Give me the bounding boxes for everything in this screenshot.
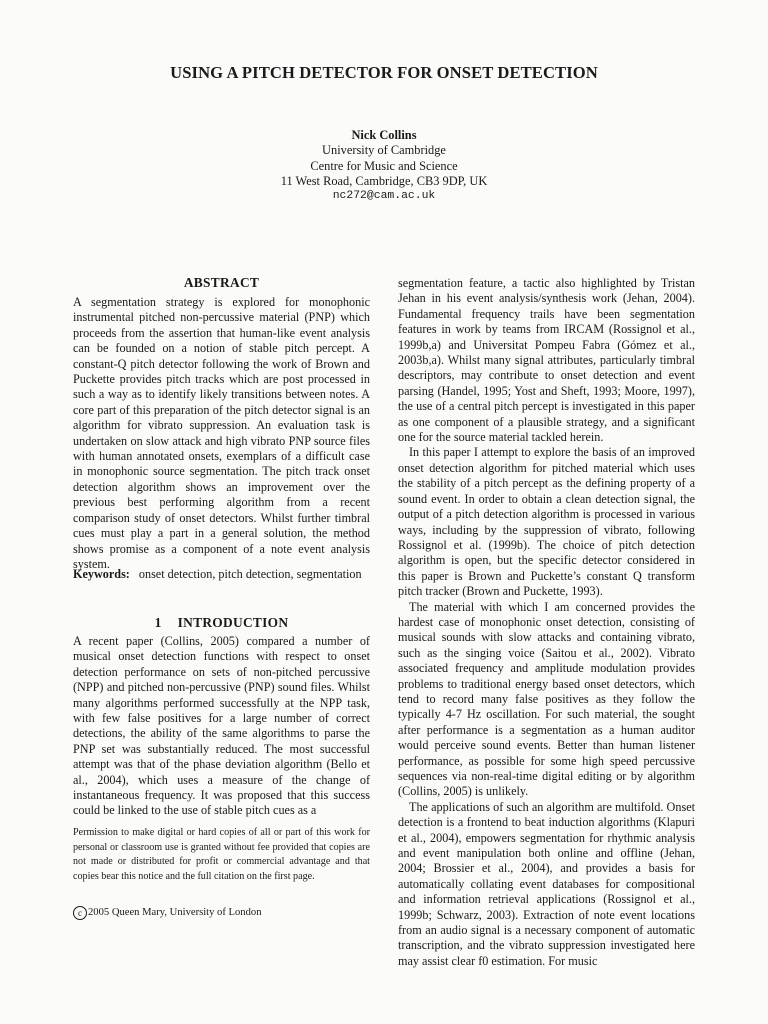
right-paragraph-2: In this paper I attempt to explore the basis of an improved onset detection algorithm for pitched material which uses the stability of a pitch percept as the defining property of a sound event. In order to obtain a clean detection signal, the output of a pitch detection algorithm is processed in various ways, including by the suppression of vibrato, following Rossignol et al. (1999b). The choice of pitch detection algorithm is open, but the specific detector considered in this paper is Brown and Puckette’s constant Q transform pitch tracker (Brown and Puckette, 1993). [398, 445, 695, 599]
copyright-icon: c [73, 906, 87, 920]
author-name: Nick Collins [351, 128, 417, 142]
author-centre: Centre for Music and Science [310, 158, 458, 173]
author-email[interactable]: nc272@cam.ac.uk [332, 190, 436, 203]
abstract-paragraph: A segmentation strategy is explored for monophonic instrumental pitched non-percussive material (PNP) which proceeds from the assertion that human-like event analysis can be founded on a notion of stable pitch percept. A constant-Q pitch detector following the work of Brown and Puckette provides pitch tracks which are post processed in such a way as to identify likely transitions between notes. A core part of this preparation of the pitch detector signal is an algorithm for vibrato suppression. An evaluation task is undertaken on slow attack and high vibrato PNP source files with human annotated onsets, exemplars of a difficult case in monophonic source segmentation. The pitch track onset detection algorithm shows an improvement over the previous best performing algorithm from a recent comparison study of onset detectors. Whilst further timbral cues must play a part in a general solution, the method shows promise as a component of a note event analysis system. [73, 295, 370, 571]
permission-notice: Permission to make digital or hard copies of all or part of this work for personal or classroom use is granted without fee provided that copies are not made or distributed for profit or commercial advantage and that copies bear this notice and the full citation on the first page. [73, 827, 370, 883]
abstract-heading: ABSTRACT [183, 275, 260, 290]
section-title: INTRODUCTION [177, 615, 289, 630]
right-paragraph-1: segmentation feature, a tactic also highlighted by Tristan Jehan in his event analysis/synthesis work (Jehan, 2004). Fundamental frequency trails have been segmentation features in work by teams from IRCAM (Rossignol et al., 1999b,a) and Universitat Pompeu Fabra (Gómez et al., 2003b,a). Whilst many signal attributes, particularly timbral descriptors, may contribute to onset detection and event parsing (Handel, 1995; Yost and Sheft, 1993; Moore, 1997), the use of a central pitch percept is investigated in this paper as one component of a plausible strategy, and a significant one for the source material tackled herein. [398, 276, 695, 445]
keywords-text: onset detection, pitch detection, segmentation [138, 567, 362, 581]
abstract-body [73, 295, 370, 572]
keywords-label: Keywords: [73, 567, 130, 581]
section-number: 1 [154, 615, 162, 630]
paper-title: USING A PITCH DETECTOR FOR ONSET DETECTION [170, 63, 598, 82]
right-paragraph-3: The material with which I am concerned provides the hardest case of monophonic onset detection, consisting of musical sounds with slow attacks and containing vibrato, such as the singing voice (Saitou et al., 2002). Vibrato associated frequency and amplitude modulation provides problems to traditional energy based onset detectors, which tend to record many false positives as they follow the typically 4-7 Hz oscillation. For such material, the sought after performance is a segmentation as a human auditor would perceive sound events. Better than human listener performance, as possible for some high speed percussive sequences via non-real-time digital editing or by algorithm (Collins, 2005) is unlikely. [398, 599, 695, 799]
author-affiliation: University of Cambridge [322, 143, 446, 158]
right-paragraph-4: The applications of such an algorithm are multifold. Onset detection is a frontend to beat induction algorithms (Klapuri et al., 2004), empowers segmentation for rhythmic analysis and event manipulation both online and offline (Jehan, 2004; Brossier et al., 2004), and provides a basis for automatically collating event databases for compositional and information retrieval applications (Rossignol et al., 1999b; Schwarz, 2003). Extraction of note event locations from an audio signal is a necessary component of automatic transcription, and the vibrato suppression investigated here may assist clear f0 estimation. For music [398, 799, 695, 968]
author-address: 11 West Road, Cambridge, CB3 9DP, UK [280, 173, 488, 188]
copyright-notice [73, 906, 370, 920]
author-block [0, 128, 768, 204]
introduction-paragraph: A recent paper (Collins, 2005) compared a number of musical onset detection functions with respect to onset detection performance on sets of non-pitched percussive (NPP) and pitched non-percussive (PNP) sound files. Whilst many algorithms performed successfully at the NPP task, with few false positives for a large number of correct detections, the ability of the same algorithms to parse the PNP set was substantially reduced. The most successful attempt was that of the phase deviation algorithm (Bello et al., 2004), which uses a measure of the change of instantaneous frequency. It was proposed that this success could be linked to the use of stable pitch cues as a [73, 634, 370, 818]
copyright-text: 2005 Queen Mary, University of London [88, 907, 262, 918]
introduction-body [73, 634, 370, 819]
section-heading-introduction [73, 615, 370, 631]
right-column [398, 276, 695, 969]
keywords [73, 567, 370, 582]
